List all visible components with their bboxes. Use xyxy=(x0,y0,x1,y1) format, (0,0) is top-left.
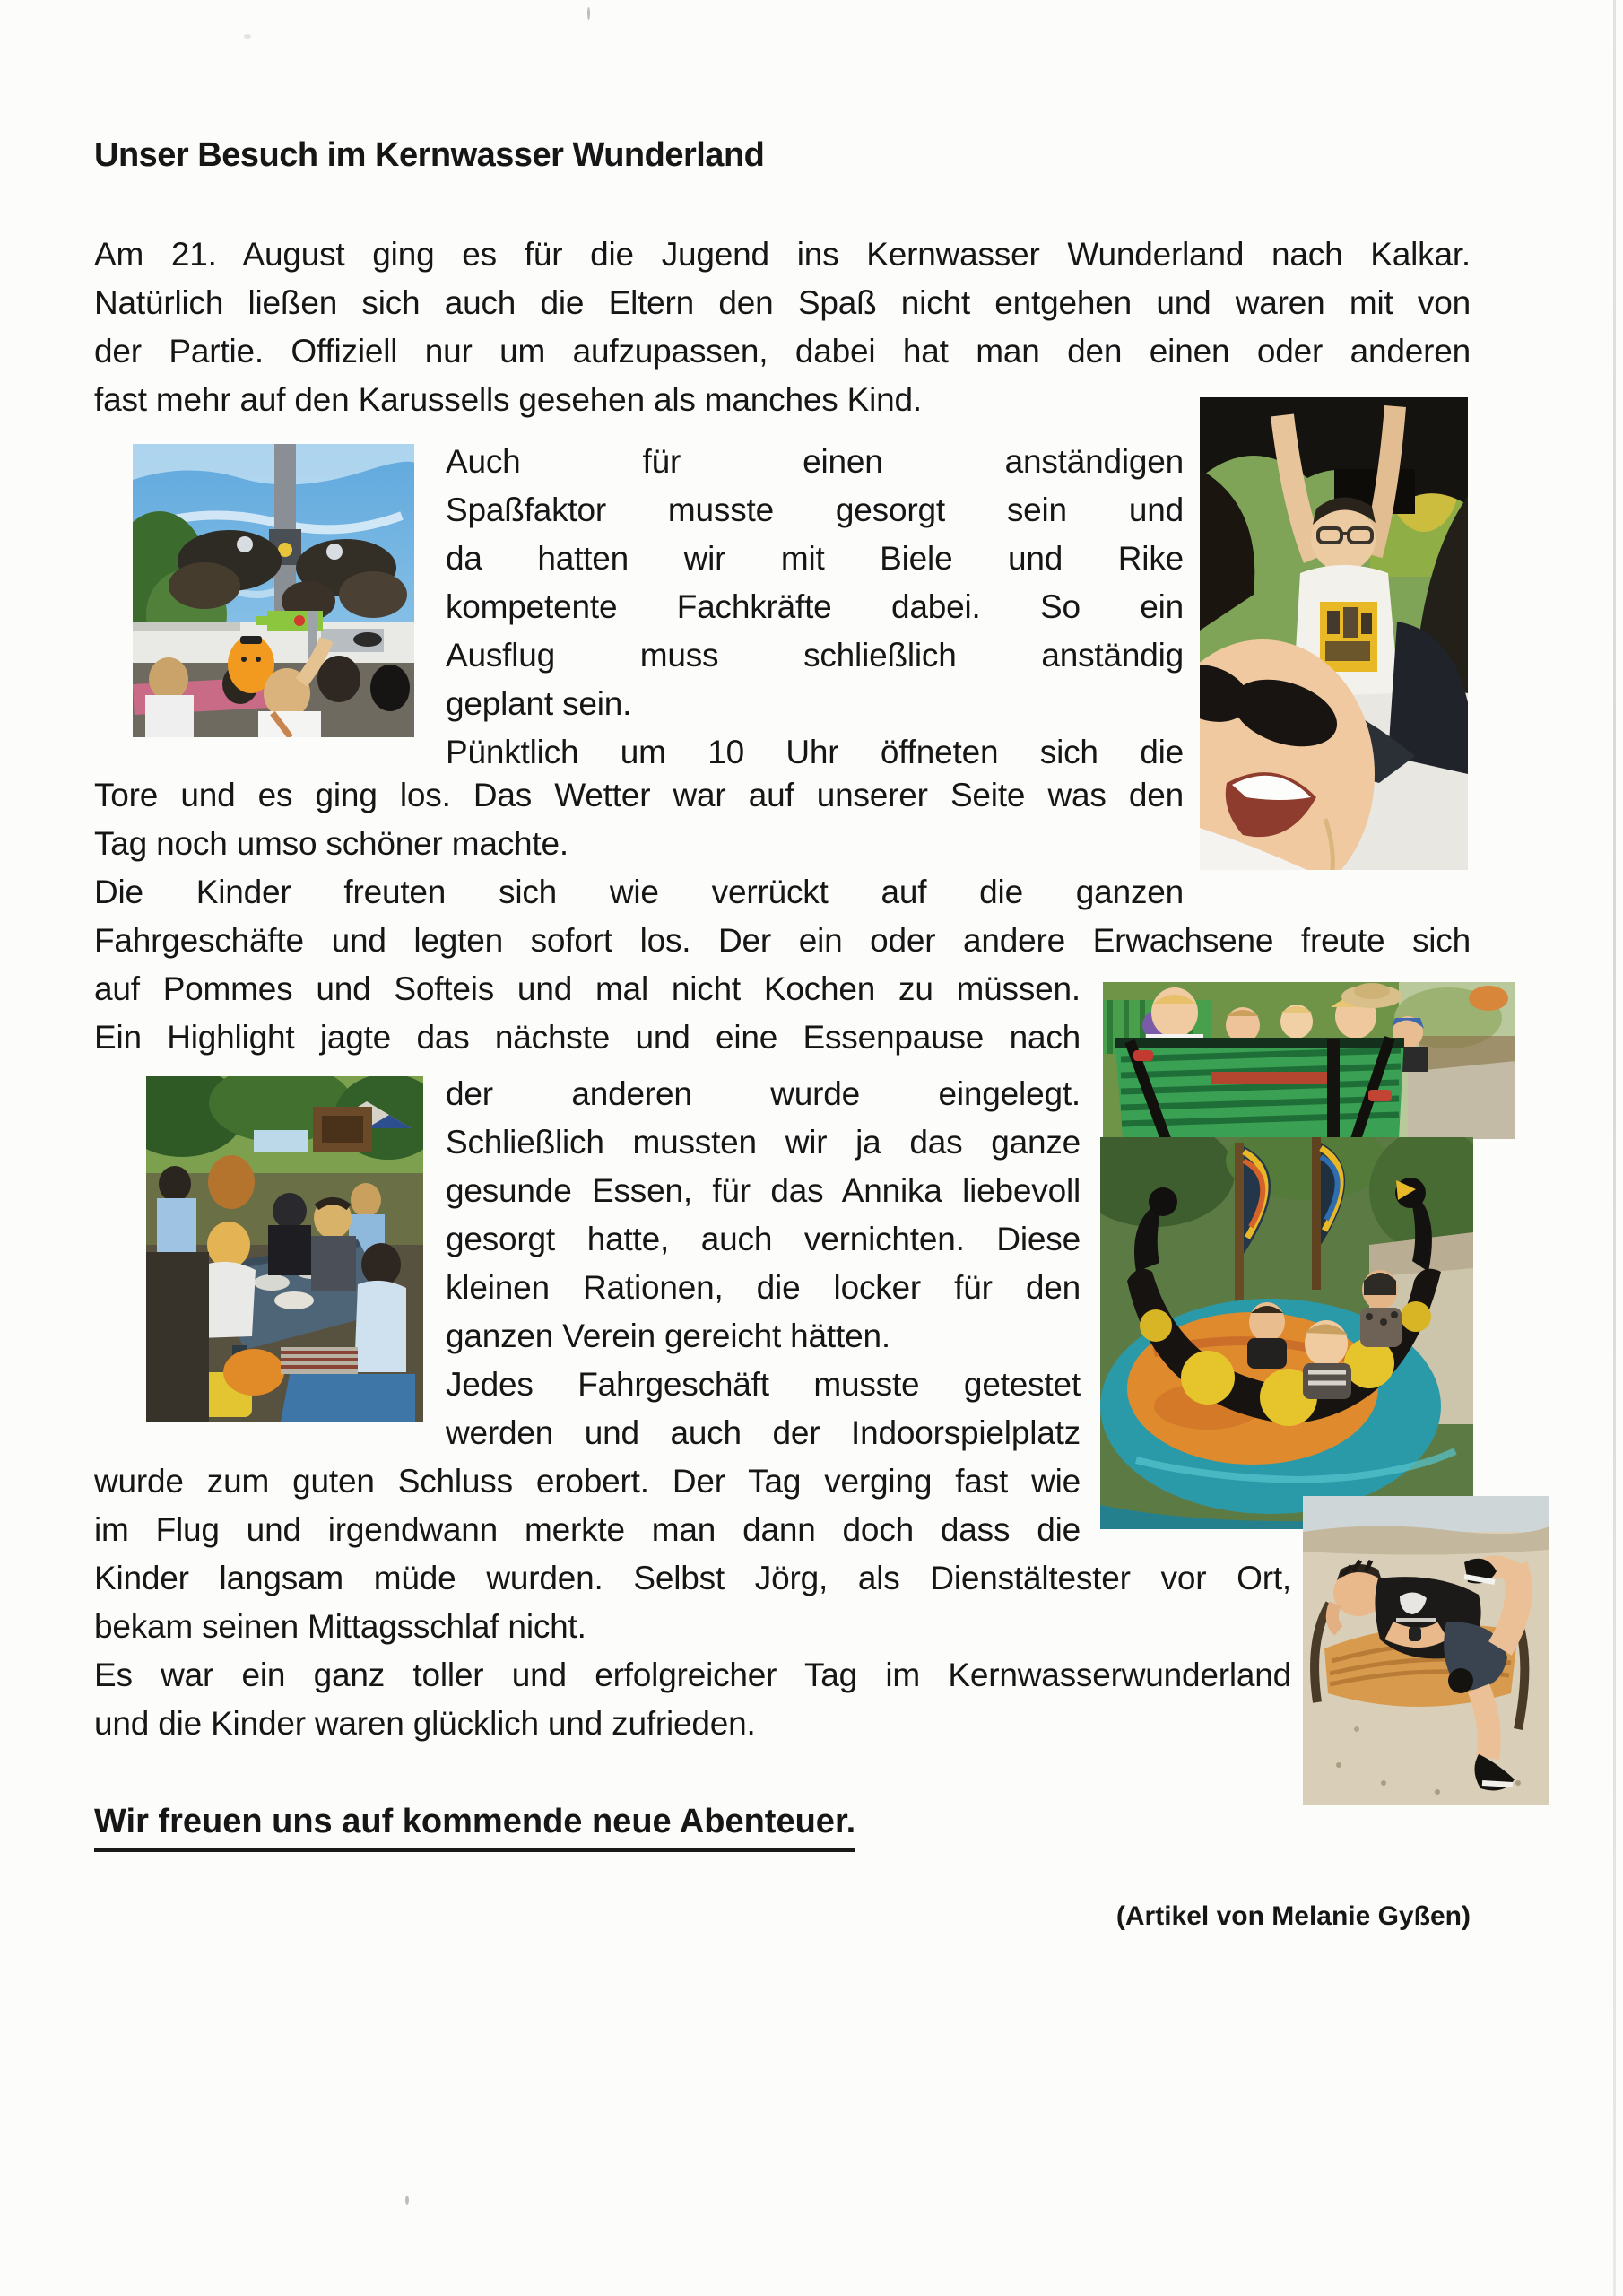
article-line: Auch für einen anständigen xyxy=(446,443,1184,480)
article-line: Tore und es ging los. Das Wetter war auf unserer Seite was den xyxy=(94,777,1184,813)
article-line: Es war ein ganz toller und erfolgreicher Tag im Kernwasserwunderland xyxy=(94,1657,1291,1693)
article-line: im Flug und irgendwann merkte man dann doch dass die xyxy=(94,1511,1081,1548)
article-line: Schließlich mussten wir ja das ganze xyxy=(446,1124,1081,1161)
article-line: Kinder langsam müde wurden. Selbst Jörg, als Dienstältester vor Ort, xyxy=(94,1560,1291,1596)
scanner-edge-artifact xyxy=(1613,0,1616,2296)
article-line: gesunde Essen, für das Annika liebevoll xyxy=(446,1172,1081,1209)
article-line: ganzen Verein gereicht hätten. xyxy=(446,1318,890,1354)
photo-kids-cart-image xyxy=(1103,982,1515,1139)
scan-speck xyxy=(244,34,251,39)
article-line: geplant sein. xyxy=(446,685,632,722)
article-line: Natürlich ließen sich auch die Eltern den Spaß nicht entgehen und waren mit von xyxy=(94,284,1471,321)
article-line: kleinen Rationen, die locker für den xyxy=(446,1269,1081,1306)
article-line: bekam seinen Mittagsschlaf nicht. xyxy=(94,1608,586,1645)
article-line: Tag noch umso schöner machte. xyxy=(94,825,568,862)
article-line: Ausflug muss schließlich anständig xyxy=(446,637,1184,674)
article-line: der anderen wurde eingelegt. xyxy=(446,1075,1081,1112)
article-line: gesorgt hatte, auch vernichten. Diese xyxy=(446,1221,1081,1257)
article-line: Die Kinder freuten sich wie verrückt auf die ganzen xyxy=(94,874,1184,910)
scan-speck xyxy=(405,2196,409,2205)
byline: (Artikel von Melanie Gyßen) xyxy=(1115,1901,1471,1931)
article-line: Spaßfaktor musste gesorgt sein und xyxy=(446,491,1184,528)
article-line: der Partie. Offiziell nur um aufzupassen, dabei hat man den einen oder anderen xyxy=(94,333,1471,370)
article-line: fast mehr auf den Karussells gesehen als manches Kind. xyxy=(94,381,922,418)
article-line: da hatten wir mit Biele und Rike xyxy=(446,540,1184,577)
article-line: und die Kinder waren glücklich und zufrieden. xyxy=(94,1705,756,1742)
article-line: Fahrgeschäfte und legten sofort los. Der ein oder andere Erwachsene freute sich xyxy=(94,922,1471,959)
photo-man-resting-image xyxy=(1303,1496,1549,1805)
article-line: kompetente Fachkräfte dabei. So ein xyxy=(446,588,1184,625)
photo-viking-ship-image xyxy=(1100,1137,1473,1529)
article-title: Unser Besuch im Kernwasser Wunderland xyxy=(94,136,765,174)
photo-picnic-table-image xyxy=(146,1076,423,1422)
article-line: Ein Highlight jagte das nächste und eine Essenpause nach xyxy=(94,1019,1081,1056)
article-line: werden und auch der Indoorspielplatz xyxy=(446,1414,1081,1451)
scan-speck xyxy=(587,7,590,20)
article-line: auf Pommes und Softeis und mal nicht Kochen zu müssen. xyxy=(94,970,1081,1007)
photo-carousel-ride-image xyxy=(133,444,414,737)
article-line: Jedes Fahrgeschäft musste getestet xyxy=(446,1366,1081,1403)
article-line: Pünktlich um 10 Uhr öffneten sich die xyxy=(446,734,1184,770)
article-line: Am 21. August ging es für die Jugend ins Kernwasser Wunderland nach Kalkar. xyxy=(94,236,1471,273)
article-line: wurde zum guten Schluss erobert. Der Tag verging fast wie xyxy=(94,1463,1081,1500)
photo-ride-selfie-image xyxy=(1200,397,1468,870)
closing-line: Wir freuen uns auf kommende neue Abenteuer. xyxy=(94,1803,855,1852)
